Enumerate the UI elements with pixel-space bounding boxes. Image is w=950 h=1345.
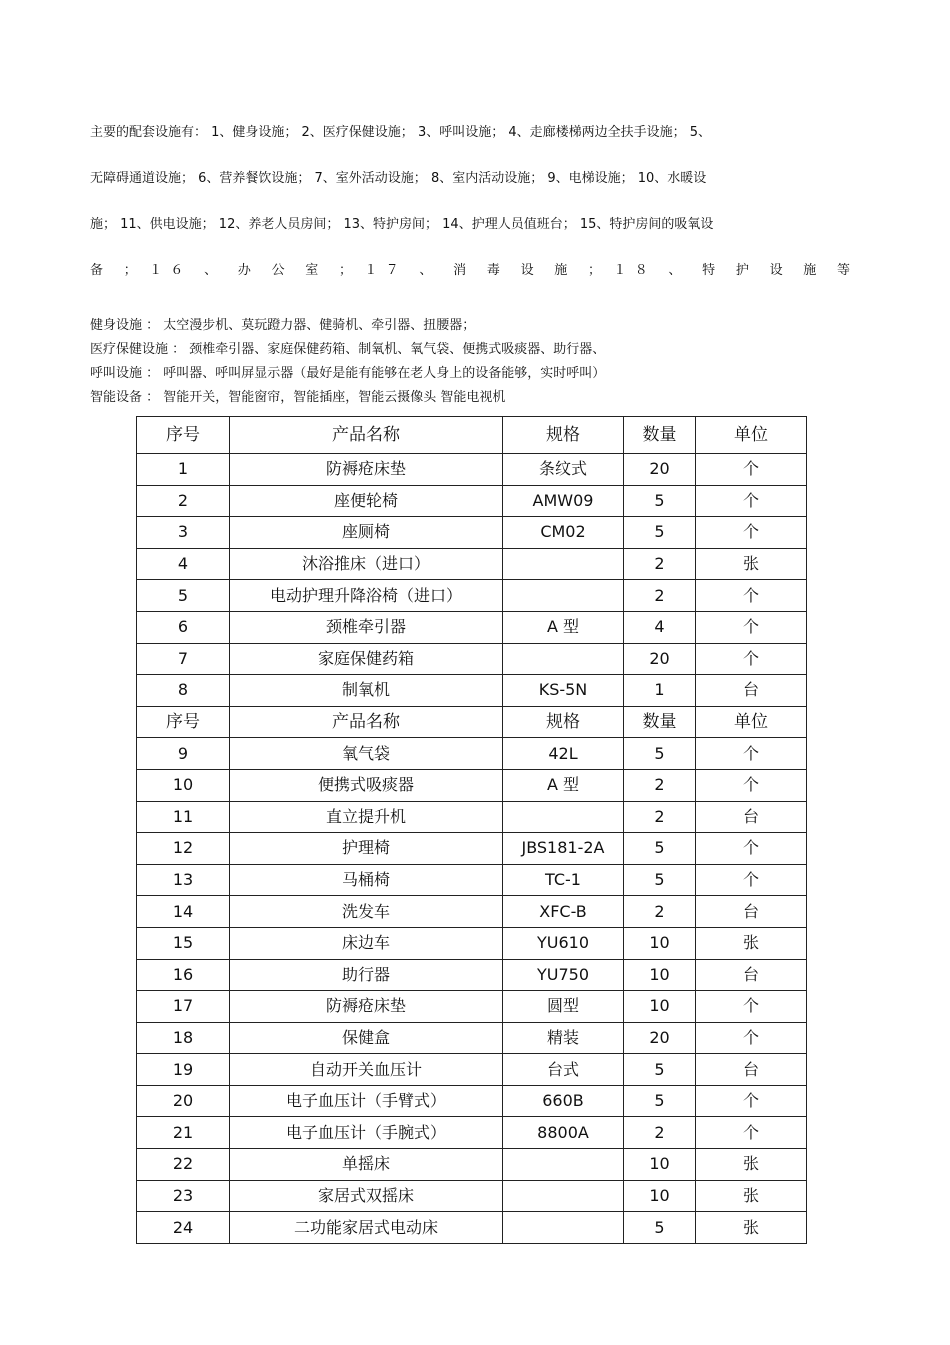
cell-quantity: 5 [624,485,696,517]
cell-quantity: 5 [624,1212,696,1244]
cell-spec: 660B [503,1085,624,1117]
cell-product-name: 电子血压计（手腕式） [230,1117,503,1149]
note-fitness: 健身设施 ： 太空漫步机、莫玩蹬力器、健骑机、牵引器、扭腰器； [90,318,476,333]
table-header-row [137,417,807,454]
header-spec: 规格 [503,417,624,454]
cell-unit: 台 [696,959,807,991]
header-product-name: 产品名称 [230,706,503,738]
cell-product-name: 马桶椅 [230,864,503,896]
cell-spec: 台式 [503,1054,624,1086]
cell-unit: 个 [696,1117,807,1149]
table-row [137,991,807,1023]
cell-index: 10 [137,769,230,801]
cell-index: 9 [137,738,230,770]
table-row [137,959,807,991]
header-quantity: 数量 [624,706,696,738]
cell-index: 17 [137,991,230,1023]
intro-line: 主要的配套设施有： 1、健身设施； 2、医疗保健设施； 3、呼叫设施； 4、走廊楼梯两边全扶手设施； 5、 [90,125,712,140]
cell-spec: 圆型 [503,991,624,1023]
table-row [137,1149,807,1181]
cell-index: 18 [137,1022,230,1054]
table-row [137,801,807,833]
cell-product-name: 助行器 [230,959,503,991]
header-quantity: 数量 [624,417,696,454]
cell-product-name: 床边车 [230,927,503,959]
table-row [137,675,807,707]
cell-unit: 台 [696,896,807,928]
cell-product-name: 便携式吸痰器 [230,769,503,801]
cell-index: 7 [137,643,230,675]
cell-index: 6 [137,611,230,643]
cell-unit: 个 [696,517,807,549]
cell-spec: YU610 [503,927,624,959]
cell-unit: 张 [696,1149,807,1181]
table-row [137,769,807,801]
cell-quantity: 2 [624,801,696,833]
table-row [137,485,807,517]
cell-index: 19 [137,1054,230,1086]
cell-product-name: 制氧机 [230,675,503,707]
cell-product-name: 护理椅 [230,833,503,865]
cell-product-name: 自动开关血压计 [230,1054,503,1086]
cell-unit: 个 [696,769,807,801]
table-row [137,927,807,959]
cell-unit: 个 [696,643,807,675]
cell-quantity: 5 [624,1085,696,1117]
cell-spec [503,580,624,612]
cell-index: 15 [137,927,230,959]
table-row [137,1022,807,1054]
cell-product-name: 座厕椅 [230,517,503,549]
intro-line: 施； 11、供电设施； 12、养老人员房间； 13、特护房间； 14、护理人员值班台； 15、特护房间的吸氧设 [90,217,714,232]
cell-quantity: 5 [624,833,696,865]
cell-product-name: 防褥疮床垫 [230,454,503,486]
cell-unit: 个 [696,580,807,612]
cell-spec: KS-5N [503,675,624,707]
table-row [137,611,807,643]
cell-quantity: 2 [624,896,696,928]
cell-product-name: 保健盒 [230,1022,503,1054]
cell-index: 23 [137,1180,230,1212]
note-call: 呼叫设施 ： 呼叫器、呼叫屏显示器（最好是能有能够在老人身上的设备能够，实时呼叫） [90,366,606,381]
cell-quantity: 10 [624,959,696,991]
cell-spec [503,548,624,580]
cell-product-name: 氧气袋 [230,738,503,770]
cell-product-name: 颈椎牵引器 [230,611,503,643]
cell-index: 20 [137,1085,230,1117]
cell-unit: 台 [696,801,807,833]
cell-spec: 精装 [503,1022,624,1054]
cell-spec: A 型 [503,611,624,643]
cell-index: 22 [137,1149,230,1181]
header-unit: 单位 [696,706,807,738]
cell-spec: A 型 [503,769,624,801]
cell-unit: 张 [696,1180,807,1212]
cell-spec: TC-1 [503,864,624,896]
cell-spec [503,1212,624,1244]
table-row [137,548,807,580]
cell-quantity: 20 [624,454,696,486]
cell-quantity: 2 [624,1117,696,1149]
cell-index: 24 [137,1212,230,1244]
cell-product-name: 座便轮椅 [230,485,503,517]
facility-notes [90,314,850,410]
cell-quantity: 5 [624,738,696,770]
table-row [137,833,807,865]
cell-index: 14 [137,896,230,928]
cell-unit: 个 [696,454,807,486]
cell-product-name: 电子血压计（手臂式） [230,1085,503,1117]
cell-unit: 个 [696,864,807,896]
table-row [137,517,807,549]
table-row [137,454,807,486]
table-row [137,643,807,675]
table-row [137,1180,807,1212]
intro-line: 无障碍通道设施； 6、营养餐饮设施； 7、室外活动设施； 8、室内活动设施； 9、电梯设施； 10、水暖设 [90,171,707,186]
cell-index: 12 [137,833,230,865]
cell-unit: 张 [696,927,807,959]
cell-unit: 个 [696,833,807,865]
cell-index: 8 [137,675,230,707]
table-row [137,864,807,896]
cell-index: 2 [137,485,230,517]
cell-product-name: 沐浴推床（进口） [230,548,503,580]
cell-product-name: 直立提升机 [230,801,503,833]
cell-quantity: 5 [624,864,696,896]
cell-quantity: 1 [624,675,696,707]
cell-quantity: 20 [624,643,696,675]
table-row [137,1054,807,1086]
cell-quantity: 5 [624,517,696,549]
cell-quantity: 10 [624,1149,696,1181]
header-product-name: 产品名称 [230,417,503,454]
cell-quantity: 2 [624,580,696,612]
cell-unit: 个 [696,991,807,1023]
header-index: 序号 [137,417,230,454]
header-index: 序号 [137,706,230,738]
cell-quantity: 10 [624,927,696,959]
cell-index: 4 [137,548,230,580]
cell-product-name: 单摇床 [230,1149,503,1181]
cell-product-name: 家庭保健药箱 [230,643,503,675]
cell-unit: 台 [696,1054,807,1086]
cell-index: 3 [137,517,230,549]
cell-unit: 张 [696,1212,807,1244]
cell-unit: 个 [696,738,807,770]
cell-spec: CM02 [503,517,624,549]
table-row [137,1212,807,1244]
cell-spec: 42L [503,738,624,770]
cell-spec [503,1180,624,1212]
header-unit: 单位 [696,417,807,454]
cell-unit: 个 [696,1085,807,1117]
cell-unit: 台 [696,675,807,707]
cell-index: 5 [137,580,230,612]
cell-unit: 个 [696,1022,807,1054]
intro-line: 备 ； １６ 、 办 公 室 ； １７ 、 消 毒 设 施 ； １８ 、 特 护 设 施 等 [90,263,850,278]
cell-quantity: 2 [624,548,696,580]
table-row [137,580,807,612]
cell-unit: 个 [696,611,807,643]
cell-quantity: 5 [624,1054,696,1086]
cell-quantity: 10 [624,1180,696,1212]
note-medical: 医疗保健设施 ： 颈椎牵引器、家庭保健药箱、制氧机、氧气袋、便携式吸痰器、助行器、 [90,342,606,357]
cell-spec [503,801,624,833]
cell-index: 21 [137,1117,230,1149]
cell-product-name: 防褥疮床垫 [230,991,503,1023]
cell-quantity: 20 [624,1022,696,1054]
cell-index: 11 [137,801,230,833]
cell-product-name: 二功能家居式电动床 [230,1212,503,1244]
header-spec: 规格 [503,706,624,738]
table-header-row [137,706,807,738]
cell-unit: 个 [696,485,807,517]
cell-index: 13 [137,864,230,896]
cell-index: 1 [137,454,230,486]
cell-quantity: 10 [624,991,696,1023]
cell-spec: AMW09 [503,485,624,517]
cell-product-name: 家居式双摇床 [230,1180,503,1212]
note-smart: 智能设备 ： 智能开关，智能窗帘，智能插座，智能云摄像头 智能电视机 [90,390,506,405]
table-row [137,1085,807,1117]
cell-spec: XFC-B [503,896,624,928]
cell-spec: 8800A [503,1117,624,1149]
cell-quantity: 2 [624,769,696,801]
table-row [137,896,807,928]
cell-spec: JBS181-2A [503,833,624,865]
cell-product-name: 电动护理升降浴椅（进口） [230,580,503,612]
cell-unit: 张 [696,548,807,580]
table-row [137,1117,807,1149]
equipment-table [136,416,807,1244]
cell-spec: 条纹式 [503,454,624,486]
table-row [137,738,807,770]
cell-spec [503,1149,624,1181]
cell-quantity: 4 [624,611,696,643]
cell-spec [503,643,624,675]
cell-spec: YU750 [503,959,624,991]
intro-paragraph [90,110,850,294]
cell-index: 16 [137,959,230,991]
cell-product-name: 洗发车 [230,896,503,928]
